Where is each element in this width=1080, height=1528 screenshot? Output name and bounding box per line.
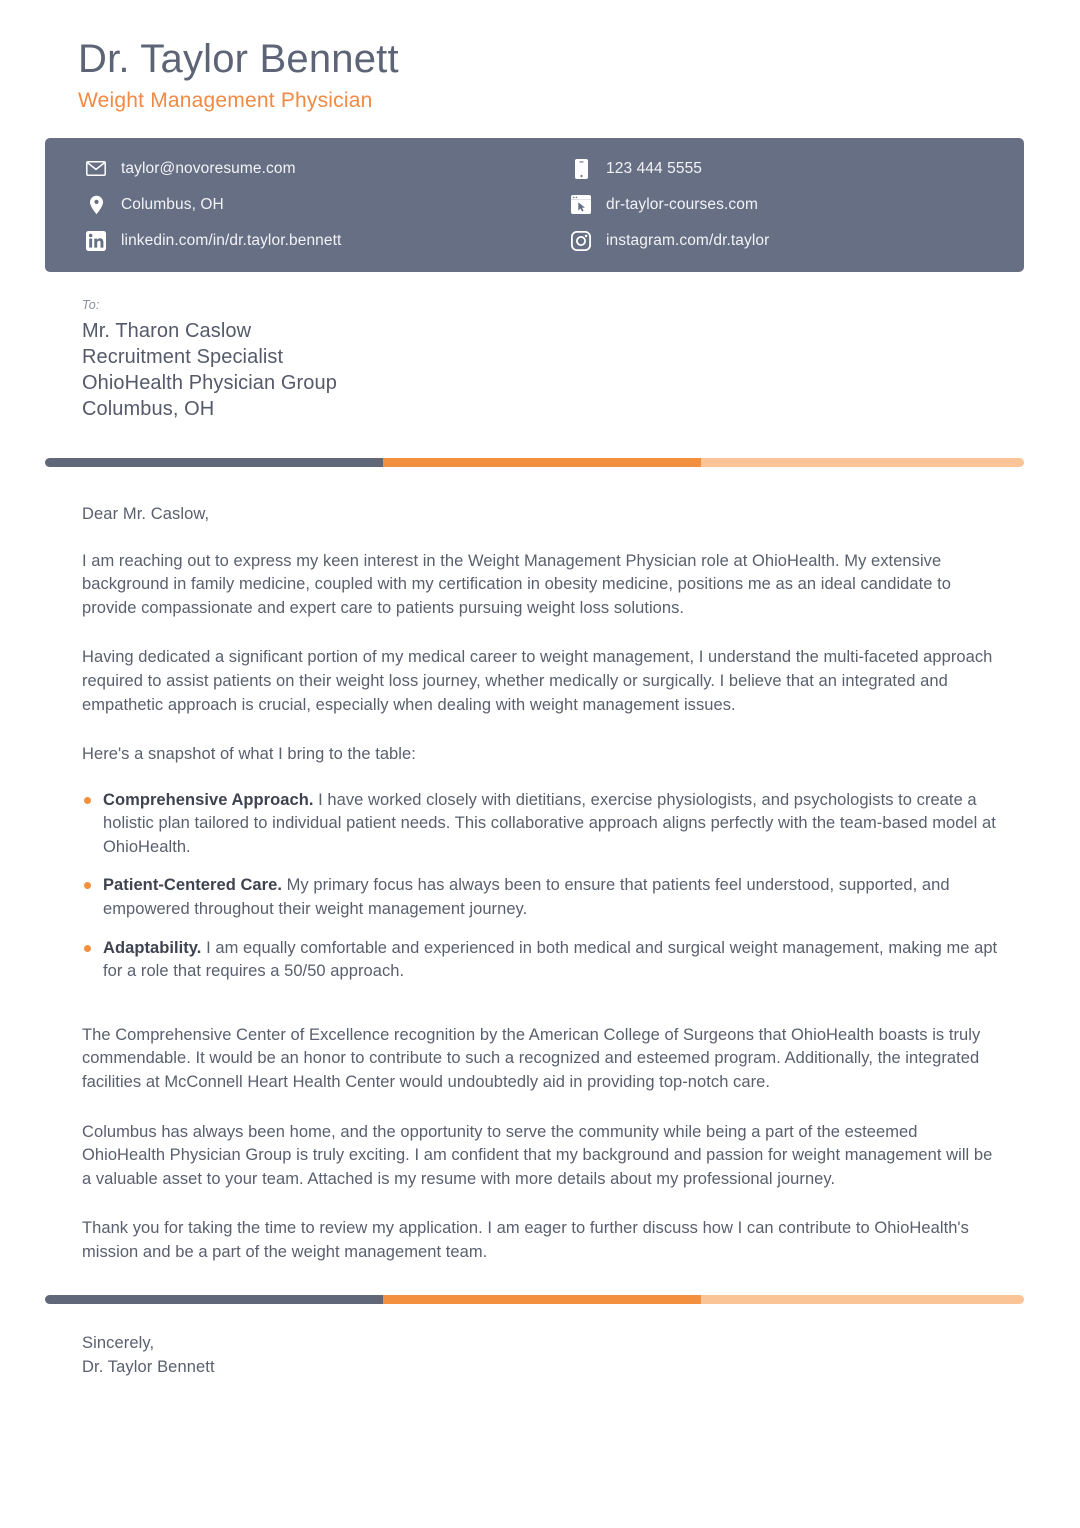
highlight-lead-in: Comprehensive Approach. (103, 790, 314, 809)
letter-header (0, 0, 1080, 116)
contact-item-linkedin[interactable] (85, 230, 535, 252)
divider-segment-orange (383, 458, 701, 467)
highlight-text: My primary focus has always been to ensure that patients feel understood, supported, and empowered throughout their weight management journey. (103, 876, 950, 919)
contact-linkedin-text: linkedin.com/in/dr.taylor.bennett (121, 231, 342, 249)
letter-snapshot-lead: Here's a snapshot of what I bring to the table: (82, 745, 416, 764)
contact-email-text: taylor@novoresume.com (121, 159, 296, 177)
list-item (82, 789, 1002, 860)
contact-column-right (535, 158, 1024, 252)
highlight-lead-in: Adaptability. (103, 938, 202, 957)
recipient-name: Mr. Tharon Caslow (82, 319, 252, 342)
website-icon (570, 194, 592, 216)
letter-paragraph-1: I am reaching out to express my keen interest in the Weight Management Physician role at OhioHealth. My extensive background in family medicine, coupled with my certification in obesity medicine, positions me as an ideal candidate to provide compassionate and expert care to patients pursuing weight loss solutions. (82, 551, 951, 617)
list-item (82, 874, 1002, 921)
recipient-location: Columbus, OH (82, 397, 215, 420)
divider-rule-bottom (45, 1295, 1024, 1304)
contact-website-text: dr-taylor-courses.com (606, 195, 758, 213)
letter-paragraph-5: Thank you for taking the time to review my application. I am eager to further discuss how I can contribute to OhioHealth's mission and be a part of the weight management team. (82, 1219, 969, 1261)
location-pin-icon (85, 194, 107, 216)
contact-phone-text: 123 444 5555 (606, 159, 703, 177)
applicant-name: Dr. Taylor Bennett (78, 37, 399, 81)
highlight-text: I have worked closely with dietitians, exercise physiologists, and psychologists to create a holistic plan tailored to individual patient needs. This collaborative approach aligns perfectly with the team-based model at OhioHealth. (103, 790, 996, 856)
contact-column-left (45, 158, 535, 252)
applicant-job-title: Weight Management Physician (78, 89, 373, 113)
divider-segment-slate (45, 1295, 383, 1304)
divider-segment-peach (701, 458, 1024, 467)
letter-paragraph-4: Columbus has always been home, and the opportunity to serve the community while being a part of the esteemed OhioHealth Physician Group is truly exciting. I am confident that my background and passion for weight management will be a valuable asset to your team. Attached is my resume with more details about my professional journey. (82, 1122, 993, 1188)
to-label: To: (82, 297, 100, 312)
letter-paragraph-3: The Comprehensive Center of Excellence recognition by the American College of Surgeons that OhioHealth boasts is truly commendable. It would be an honor to contribute to such a recognized and esteemed program. Additionally, the integrated facilities at McConnell Heart Health Center would undoubtedly aid in providing top-notch care. (82, 1025, 981, 1092)
recipient-organization: OhioHealth Physician Group (82, 371, 337, 394)
list-item (82, 937, 1002, 984)
divider-segment-peach (701, 1295, 1024, 1304)
letter-greeting: Dear Mr. Caslow, (82, 504, 210, 523)
highlight-text: I am equally comfortable and experienced in both medical and surgical weight management, making me apt for a role that requires a 50/50 approach. (103, 938, 998, 981)
instagram-icon (570, 230, 592, 252)
divider-segment-orange (383, 1295, 701, 1304)
highlight-lead-in: Patient-Centered Care. (103, 876, 282, 895)
divider-rule-top (45, 458, 1024, 467)
contact-item-phone[interactable] (570, 158, 1024, 180)
linkedin-icon (85, 230, 107, 252)
contact-item-instagram[interactable] (570, 230, 1024, 252)
recipient-block (0, 272, 1080, 422)
mobile-phone-icon (570, 158, 592, 180)
signoff-closing: Sincerely, (82, 1333, 155, 1352)
contact-item-location[interactable] (85, 194, 535, 216)
envelope-icon (85, 158, 107, 180)
letter-body (0, 505, 1080, 1265)
signoff-signer: Dr. Taylor Bennett (82, 1357, 215, 1376)
divider-segment-slate (45, 458, 383, 467)
contact-item-website[interactable] (570, 194, 1024, 216)
letter-paragraph-2: Having dedicated a significant portion of my medical career to weight management, I understand the multi-faceted approach required to assist patients on their weight loss journey, whether medically or surgically. I believe that an integrated and empathetic approach is crucial, especially when dealing with weight management issues. (82, 648, 993, 714)
contact-bar (45, 138, 1024, 272)
contact-location-text: Columbus, OH (121, 195, 224, 213)
signoff-block (0, 1332, 1080, 1380)
contact-instagram-text: instagram.com/dr.taylor (606, 231, 770, 249)
contact-item-email[interactable] (85, 158, 535, 180)
highlights-list (82, 789, 1002, 984)
recipient-role: Recruitment Specialist (82, 345, 284, 368)
